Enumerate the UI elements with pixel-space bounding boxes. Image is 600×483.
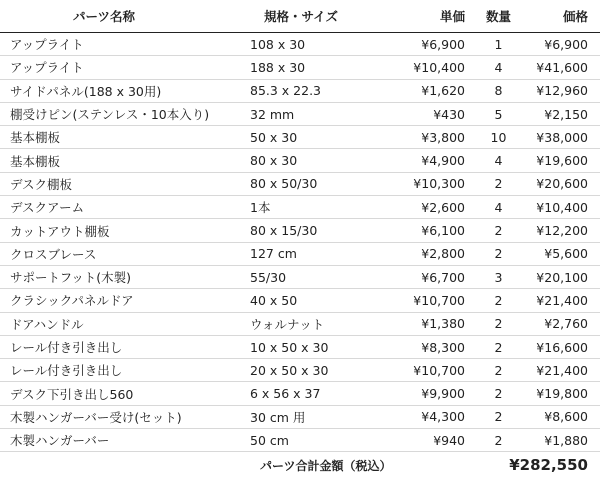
cell-part-name: カットアウト棚板	[0, 219, 248, 242]
table-row	[0, 79, 600, 102]
table-row	[0, 219, 600, 242]
cell-quantity: 2	[471, 312, 526, 335]
cell-unit-price: ¥10,700	[368, 289, 471, 312]
cell-spec: 30 cm 用	[248, 405, 368, 428]
table-row	[0, 359, 600, 382]
cell-part-name: クラシックパネルドア	[0, 289, 248, 312]
cell-unit-price: ¥10,400	[368, 56, 471, 79]
cell-price: ¥2,760	[526, 312, 600, 335]
cell-part-name: アップライト	[0, 33, 248, 56]
cell-quantity: 2	[471, 172, 526, 195]
table-footer	[0, 452, 600, 479]
cell-spec: 50 cm	[248, 429, 368, 452]
cell-quantity: 4	[471, 149, 526, 172]
cell-part-name: クロスブレース	[0, 242, 248, 265]
cell-price: ¥21,400	[526, 289, 600, 312]
cell-part-name: 木製ハンガーバー	[0, 429, 248, 452]
cell-unit-price: ¥6,700	[368, 265, 471, 288]
table-row	[0, 312, 600, 335]
cell-quantity: 1	[471, 33, 526, 56]
cell-unit-price: ¥940	[368, 429, 471, 452]
cell-price: ¥2,150	[526, 102, 600, 125]
cell-price: ¥20,100	[526, 265, 600, 288]
cell-part-name: 基本棚板	[0, 149, 248, 172]
cell-part-name: ドアハンドル	[0, 312, 248, 335]
cell-price: ¥10,400	[526, 196, 600, 219]
cell-quantity: 2	[471, 242, 526, 265]
cell-part-name: アップライト	[0, 56, 248, 79]
cell-part-name: サイドパネル(188 x 30用)	[0, 79, 248, 102]
cell-spec: 85.3 x 22.3	[248, 79, 368, 102]
cell-unit-price: ¥1,380	[368, 312, 471, 335]
cell-quantity: 2	[471, 382, 526, 405]
table-row	[0, 242, 600, 265]
table-row	[0, 405, 600, 428]
table-row	[0, 149, 600, 172]
cell-unit-price: ¥2,600	[368, 196, 471, 219]
table-row	[0, 172, 600, 195]
cell-quantity: 3	[471, 265, 526, 288]
cell-quantity: 10	[471, 126, 526, 149]
cell-part-name: デスクアーム	[0, 196, 248, 219]
cell-price: ¥6,900	[526, 33, 600, 56]
cell-price: ¥12,960	[526, 79, 600, 102]
cell-price: ¥41,600	[526, 56, 600, 79]
table-row	[0, 196, 600, 219]
cell-quantity: 2	[471, 429, 526, 452]
cell-quantity: 2	[471, 359, 526, 382]
cell-part-name: 木製ハンガーバー受け(セット)	[0, 405, 248, 428]
cell-price: ¥16,600	[526, 335, 600, 358]
column-header-unit-price: 単価	[368, 0, 471, 33]
total-label: パーツ合計金額（税込）	[248, 452, 471, 479]
cell-spec: 80 x 30	[248, 149, 368, 172]
cell-price: ¥8,600	[526, 405, 600, 428]
cell-spec: ウォルナット	[248, 312, 368, 335]
header-row	[0, 0, 600, 33]
cell-part-name: デスク下引き出し560	[0, 382, 248, 405]
cell-unit-price: ¥3,800	[368, 126, 471, 149]
cell-part-name: レール付き引き出し	[0, 359, 248, 382]
cell-spec: 40 x 50	[248, 289, 368, 312]
cell-unit-price: ¥8,300	[368, 335, 471, 358]
cell-spec: 32 mm	[248, 102, 368, 125]
cell-quantity: 2	[471, 335, 526, 358]
total-spacer	[0, 452, 248, 479]
cell-quantity: 2	[471, 289, 526, 312]
total-row	[0, 452, 600, 479]
cell-unit-price: ¥2,800	[368, 242, 471, 265]
cell-spec: 10 x 50 x 30	[248, 335, 368, 358]
cell-quantity: 2	[471, 219, 526, 242]
cell-part-name: サポートフット(木製)	[0, 265, 248, 288]
cell-quantity: 5	[471, 102, 526, 125]
cell-part-name: デスク棚板	[0, 172, 248, 195]
table-row	[0, 33, 600, 56]
cell-part-name: レール付き引き出し	[0, 335, 248, 358]
cell-price: ¥20,600	[526, 172, 600, 195]
cell-unit-price: ¥10,300	[368, 172, 471, 195]
column-header-spec: 規格・サイズ	[248, 0, 368, 33]
cell-unit-price: ¥4,300	[368, 405, 471, 428]
cell-unit-price: ¥1,620	[368, 79, 471, 102]
cell-quantity: 4	[471, 196, 526, 219]
cell-spec: 80 x 50/30	[248, 172, 368, 195]
cell-part-name: 棚受けピン(ステンレス・10本入り)	[0, 102, 248, 125]
cell-price: ¥12,200	[526, 219, 600, 242]
cell-quantity: 8	[471, 79, 526, 102]
cell-spec: 6 x 56 x 37	[248, 382, 368, 405]
table-row	[0, 56, 600, 79]
cell-spec: 20 x 50 x 30	[248, 359, 368, 382]
cell-spec: 1本	[248, 196, 368, 219]
column-header-price: 価格	[526, 0, 600, 33]
total-value: ¥282,550	[471, 452, 600, 479]
table-row	[0, 102, 600, 125]
table-row	[0, 429, 600, 452]
table-row	[0, 265, 600, 288]
cell-part-name: 基本棚板	[0, 126, 248, 149]
cell-unit-price: ¥9,900	[368, 382, 471, 405]
cell-unit-price: ¥6,900	[368, 33, 471, 56]
column-header-name: パーツ名称	[0, 0, 248, 33]
table-row	[0, 289, 600, 312]
cell-unit-price: ¥6,100	[368, 219, 471, 242]
cell-spec: 188 x 30	[248, 56, 368, 79]
cell-spec: 50 x 30	[248, 126, 368, 149]
table-row	[0, 335, 600, 358]
cell-quantity: 4	[471, 56, 526, 79]
table-body	[0, 33, 600, 452]
cell-unit-price: ¥430	[368, 102, 471, 125]
cell-spec: 127 cm	[248, 242, 368, 265]
cell-quantity: 2	[471, 405, 526, 428]
cell-price: ¥38,000	[526, 126, 600, 149]
cell-spec: 80 x 15/30	[248, 219, 368, 242]
cell-spec: 108 x 30	[248, 33, 368, 56]
column-header-quantity: 数量	[471, 0, 526, 33]
cell-spec: 55/30	[248, 265, 368, 288]
table-header	[0, 0, 600, 33]
cell-unit-price: ¥4,900	[368, 149, 471, 172]
cell-price: ¥5,600	[526, 242, 600, 265]
cell-price: ¥1,880	[526, 429, 600, 452]
cell-unit-price: ¥10,700	[368, 359, 471, 382]
table-row	[0, 126, 600, 149]
cell-price: ¥21,400	[526, 359, 600, 382]
cell-price: ¥19,800	[526, 382, 600, 405]
table-row	[0, 382, 600, 405]
cell-price: ¥19,600	[526, 149, 600, 172]
